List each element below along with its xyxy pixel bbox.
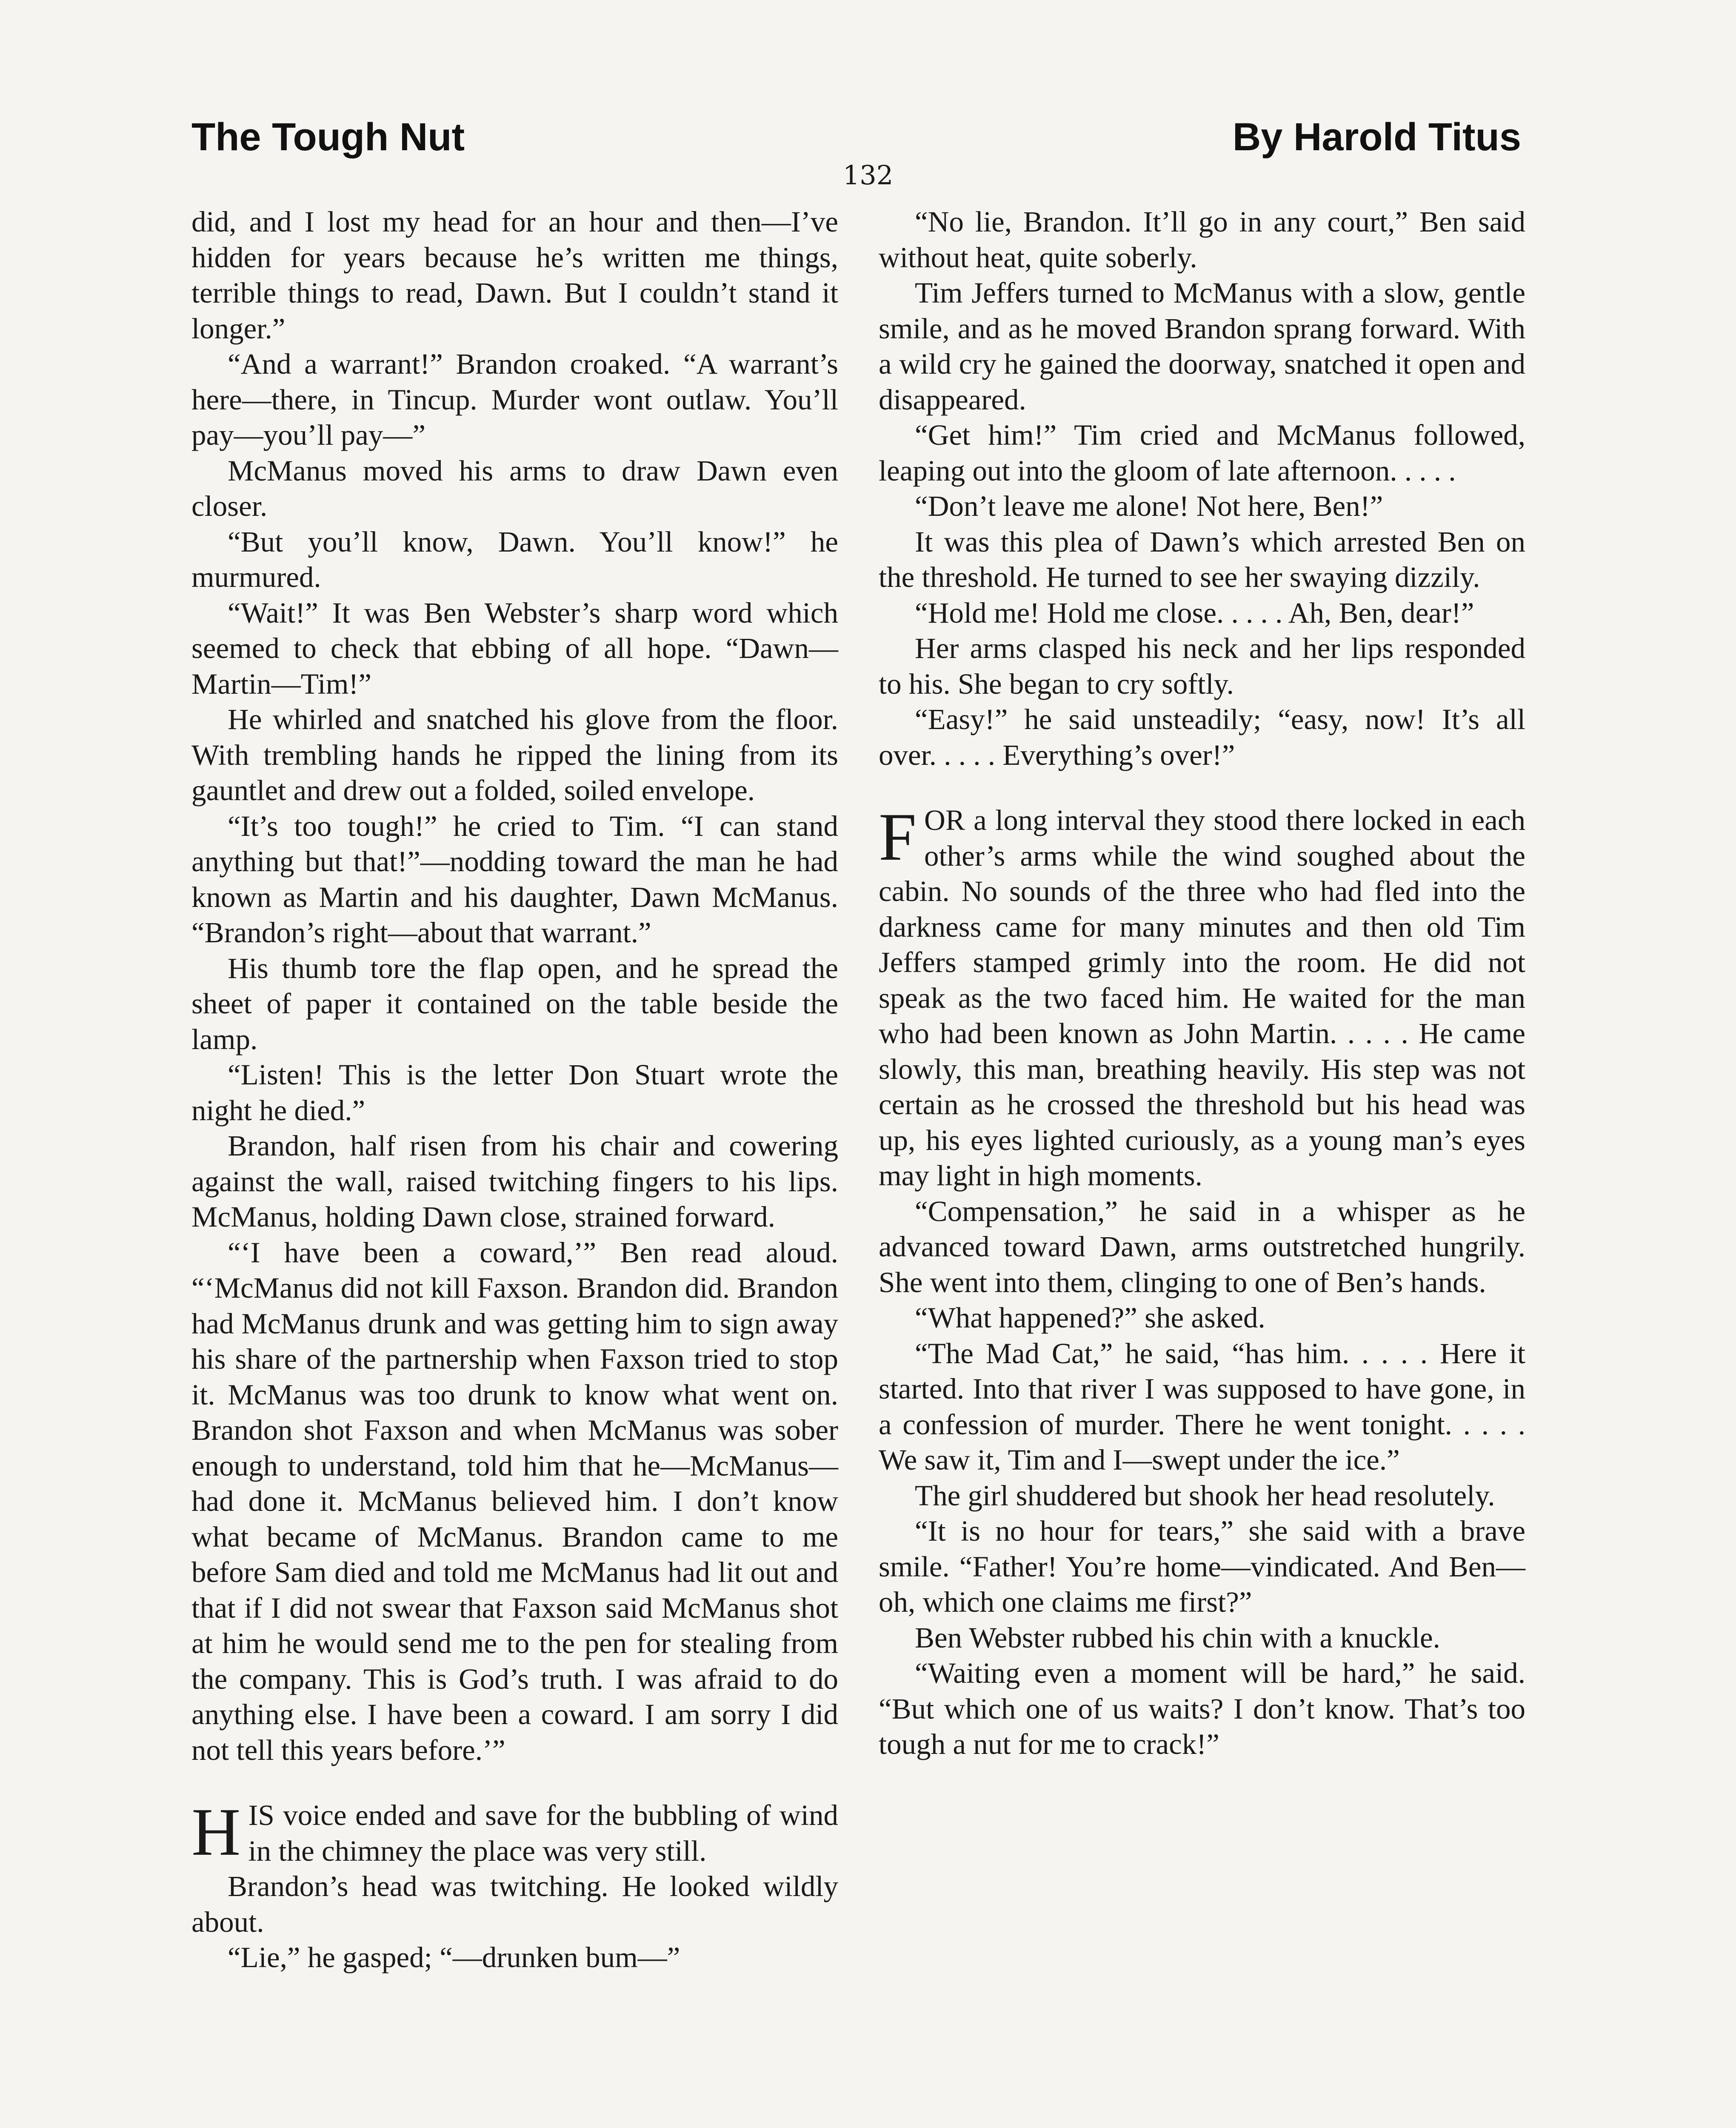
- paragraph: “What happened?” she asked.: [915, 1301, 1265, 1334]
- section-paragraph: [191, 1794, 838, 1870]
- right-column: [879, 204, 1525, 1762]
- paragraph: “Get him!” Tim cried and McManus followed, leaping out into the gloom of late afternoon. . . . .: [879, 419, 1525, 487]
- paragraph: “But you’ll know, Dawn. You’ll know!” he murmured.: [191, 525, 838, 593]
- paragraph: “It’s too tough!” he cried to Tim. “I can stand anything but that!”—nodding toward the man he had known as Martin and his daughter, Dawn McManus. “Brandon’s right—about that warrant.”: [191, 809, 838, 949]
- paragraph: “Easy!” he said unsteadily; “easy, now! It’s all over. . . . . Everything’s over!”: [879, 703, 1525, 771]
- story-title: The Tough Nut: [191, 115, 465, 159]
- section-text: IS voice ended and save for the bubbling of wind in the chimney the place was very still.: [248, 1799, 838, 1867]
- paragraph: He whirled and snatched his glove from the floor. With trembling hands he ripped the lining from its gauntlet and drew out a folded, soiled envelope.: [191, 703, 838, 807]
- paragraph: Ben Webster rubbed his chin with a knuckle.: [915, 1621, 1440, 1654]
- paragraph: Her arms clasped his neck and her lips responded to his. She began to cry softly.: [879, 632, 1525, 700]
- paragraph: did, and I lost my head for an hour and then—I’ve hidden for years because he’s written me things, terrible things to read, Dawn. But I couldn’t stand it longer.”: [191, 206, 838, 345]
- paragraph: “The Mad Cat,” he said, “has him. . . . . Here it started. Into that river I was supposed to have gone, in a confession of murder. There he went tonight. . . . . We saw it, Tim and I—swept under the ice.”: [879, 1337, 1525, 1476]
- paragraph: “Wait!” It was Ben Webster’s sharp word which seemed to check that ebbing of all hope. “Dawn—Martin—Tim!”: [191, 596, 838, 700]
- paragraph: Brandon’s head was twitching. He looked wildly about.: [191, 1870, 838, 1938]
- section-paragraph: [879, 799, 1525, 1194]
- paragraph: McManus moved his arms to draw Dawn even closer.: [191, 454, 838, 522]
- paragraph: Tim Jeffers turned to McManus with a slow, gentle smile, and as he moved Brandon sprang forward. With a wild cry he gained the doorway, snatched it open and disappeared.: [879, 277, 1525, 416]
- paragraph: “And a warrant!” Brandon croaked. “A warrant’s here—there, in Tincup. Murder wont outlaw. You’ll pay—you’ll pay—”: [191, 348, 838, 451]
- paragraph: The girl shuddered but shook her head resolutely.: [915, 1479, 1495, 1512]
- paragraph: “Listen! This is the letter Don Stuart wrote the night he died.”: [191, 1058, 838, 1127]
- paragraph: “Hold me! Hold me close. . . . . Ah, Ben, dear!”: [915, 596, 1474, 629]
- paragraph: “Waiting even a moment will be hard,” he said. “But which one of us waits? I don’t know. That’s too tough a nut for me to crack!”: [879, 1657, 1525, 1760]
- left-column: [191, 204, 838, 1976]
- paragraph: It was this plea of Dawn’s which arrested Ben on the threshold. He turned to see her swaying dizzily.: [879, 525, 1525, 593]
- drop-cap: F: [879, 799, 917, 875]
- story-author: By Harold Titus: [1232, 115, 1521, 159]
- paragraph: “‘I have been a coward,’” Ben read aloud. “‘McManus did not kill Faxson. Brandon did. Brandon had McManus drunk and was getting him to sign away his share of the partnership when Faxson tried to stop it. McManus was too drunk to know what went on. Brandon shot Faxson and when McManus was sober enough to understand, told him that he—McManus—had done it. McManus believed him. I don’t know what became of McManus. Brandon came to me before Sam died and told me McManus had lit out and that if I did not swear that Faxson said McManus shot at him he would send me to the pen for stealing from the company. This is God’s truth. I was afraid to do anything else. I have been a coward. I am sorry I did not tell this years before.’”: [191, 1236, 838, 1766]
- paragraph: “No lie, Brandon. It’ll go in any court,” Ben said without heat, quite soberly.: [879, 206, 1525, 274]
- paragraph: “Lie,” he gasped; “—drunken bum—”: [228, 1941, 680, 1974]
- paragraph: “Compensation,” he said in a whisper as he advanced toward Dawn, arms outstretched hungrily. She went into them, clinging to one of Ben’s hands.: [879, 1195, 1525, 1299]
- paragraph: “Don’t leave me alone! Not here, Ben!”: [915, 490, 1383, 522]
- drop-cap: H: [191, 1794, 241, 1870]
- paragraph: Brandon, half risen from his chair and cowering against the wall, raised twitching fingers to his lips. McManus, holding Dawn close, strained forward.: [191, 1130, 838, 1233]
- page-number: 132: [842, 160, 894, 191]
- section-text: OR a long interval they stood there locked in each other’s arms while the wind soughed about the cabin. No sounds of the three who had fled into the darkness came for many minutes and then old Tim Jeffers stamped grimly into the room. He did not speak as the two faced him. He waited for the man who had been known as John Martin. . . . . He came slowly, this man, breathing heavily. His step was not certain as he crossed the threshold but his head was up, his eyes lighted curiously, as a young man’s eyes may light in high moments.: [879, 804, 1525, 1192]
- paragraph: His thumb tore the flap open, and he spread the sheet of paper it contained on the table beside the lamp.: [191, 952, 838, 1055]
- paragraph: “It is no hour for tears,” she said with a brave smile. “Father! You’re home—vindicated. And Ben—oh, which one claims me first?”: [879, 1515, 1525, 1618]
